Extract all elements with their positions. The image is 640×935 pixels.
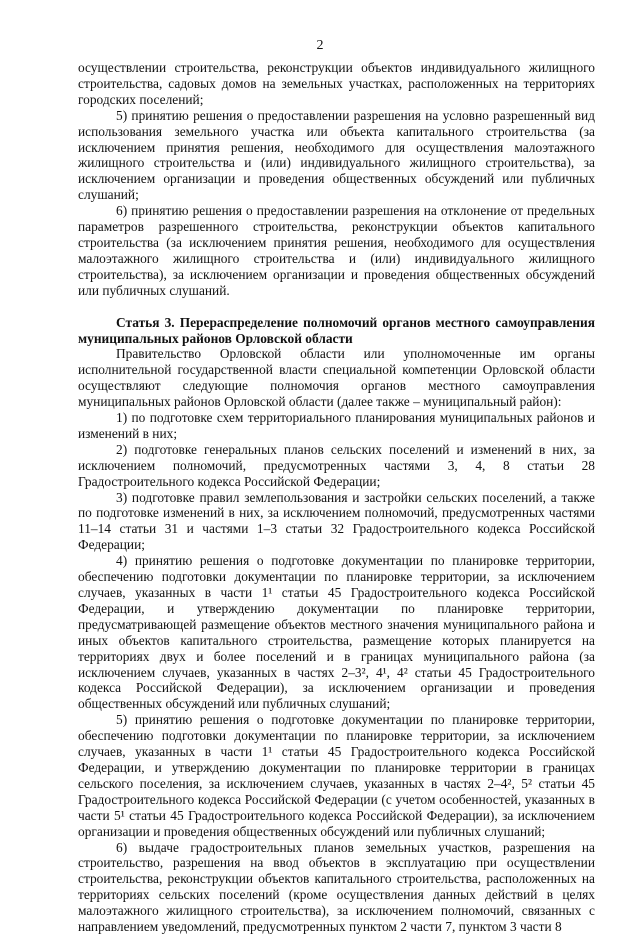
paragraph-item-6: 6) принятию решения о предоставлении разрешения на отклонение от предельных параметров разрешенного строительства, реконструкции объектов капитального строительства (за исключением принятия решения, необходимого для осуществления малоэтажного жилищного строительства и (или) индивидуального жилищного строительства), за исключением организации и проведения общественных обсуждений или публичных слушаний. (78, 203, 595, 298)
paragraph-item-5: 5) принятию решения о предоставлении разрешения на условно разрешенный вид использования земельного участка или объекта капитального строительства (за исключением принятия решения, необходимого для осуществления малоэтажного жилищного строительства и (или) индивидуального жилищного строительства), за исключением организации и проведения общественных обсуждений или публичных слушаний; (78, 107, 595, 203)
body-text (78, 60, 595, 935)
article-3-item-3: 3) подготовке правил землепользования и застройки сельских поселений, а также по подготовке изменений в них, за исключением полномочий, предусмотренных частями 11–14 статьи 31 и частями 1–3 статьи 32 Градостроительного кодекса Российской Федерации; (78, 489, 595, 553)
article-3-title: Статья 3. Перераспределение полномочий органов местного самоуправления муниципальных районов Орловской области (78, 314, 595, 346)
article-3-item-6: 6) выдаче градостроительных планов земельных участков, разрешения на строительство, разрешения на ввод объектов в эксплуатацию при осуществлении строительства, реконструкции объектов капитального строительства, расположенных на территориях сельских поселений (кроме осуществления данных действий в целях малоэтажного жилищного строительства), за исключением полномочий, связанных с направлением уведомлений, предусмотренных пунктом 2 части 7, пунктом 3 части 8 (78, 839, 595, 935)
article-3-item-2: 2) подготовке генеральных планов сельских поселений и изменений в них, за исключением полномочий, предусмотренных частями 3, 4, 8 статьи 28 Градостроительного кодекса Российской Федерации; (78, 441, 595, 489)
article-3-item-5: 5) принятию решения о подготовке документации по планировке территории, обеспечению подготовки документации по планировке территории, за исключением случаев, указанных в части 1¹ статьи 45 Градостроительного кодекса Российской Федерации, и утверждению документации по планировке территории в границах сельского поселения, за исключением случаев, указанных в частях 2–4², 5² статьи 45 Градостроительного кодекса Российской Федерации (с учетом особенностей, указанных в части 5¹ статьи 45 Градостроительного кодекса Российской Федерации), за исключением организации и проведения общественных обсуждений или публичных слушаний; (78, 712, 595, 839)
page-number: 2 (316, 38, 324, 53)
paragraph-continuation: осуществлении строительства, реконструкции объектов индивидуального жилищного строительства, садовых домов на земельных участках, расположенных на территориях городских поселений; (78, 60, 595, 107)
article-3-intro: Правительство Орловской области или уполномоченные им органы исполнительной государственной власти специальной компетенции Орловской области осуществляют следующие полномочия органов местного самоуправления муниципальных районов Орловской области (далее также – муниципальный район): (78, 346, 595, 410)
article-3-item-1: 1) по подготовке схем территориального планирования муниципальных районов и изменений в них; (78, 410, 595, 441)
article-3-item-4: 4) принятию решения о подготовке документации по планировке территории, обеспечению подготовки документации по планировке территории, за исключением случаев, указанных в части 1¹ статьи 45 Градостроительного кодекса Российской Федерации, и утверждению документации по планировке территории, предусматривающей размещение объектов местного значения муниципального района и иных объектов капитального строительства, размещение которых планируется на территориях двух и более поселений и в границах муниципального района (за исключением случаев, указанных в частях 2–3², 4¹, 4² статьи 45 Градостроительного кодекса Российской Федерации), за исключением организации и проведения общественных обсуждений или публичных слушаний; (78, 553, 595, 712)
